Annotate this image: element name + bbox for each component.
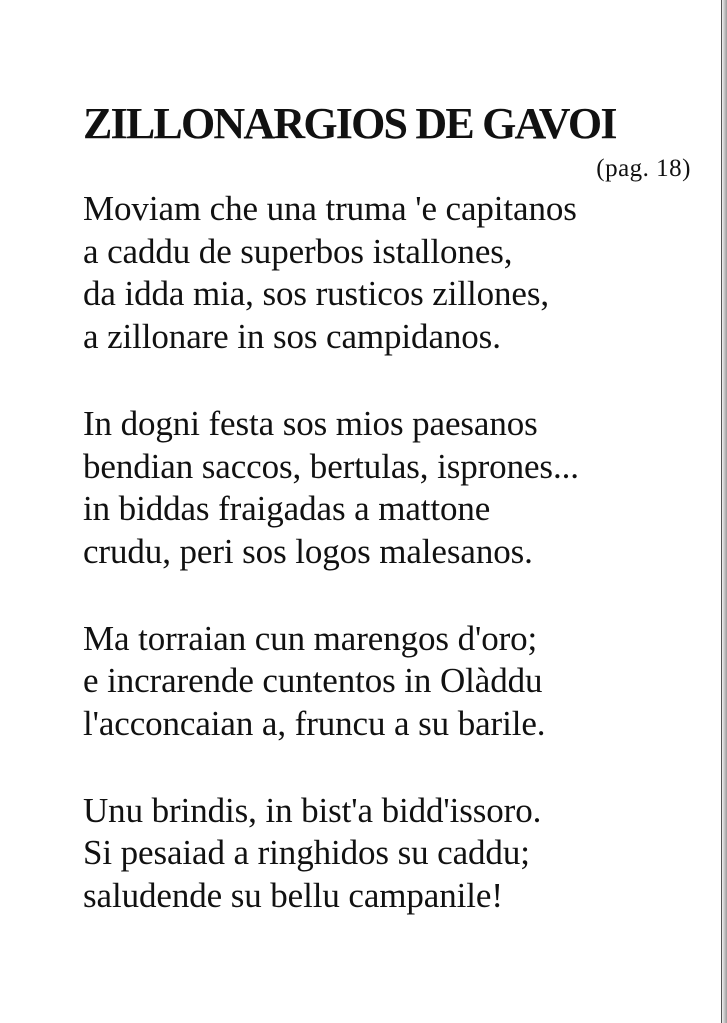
page-reference: (pag. 18) [596, 155, 691, 182]
poem-page [83, 96, 703, 962]
poem-body [83, 188, 703, 918]
verse-line: saludende su bellu campanile! [83, 876, 503, 916]
verse-line: a caddu de superbos istallones, [83, 231, 513, 271]
verse-line: Si pesaiad a ringhidos su caddu; [83, 833, 530, 873]
verse-line: bendian saccos, bertulas, isprones... [83, 446, 579, 486]
stanza-3 [83, 618, 703, 746]
stanza-1 [83, 188, 703, 359]
verse-line: a zillonare in sos campidanos. [83, 317, 501, 357]
verse-line: Ma torraian cun marengos d'oro; [83, 618, 538, 658]
verse-line: In dogni festa sos mios paesanos [83, 403, 538, 443]
page-edge-line [721, 0, 722, 1023]
verse-line: in biddas fraigadas a mattone [83, 489, 491, 529]
poem-title: ZILLONARGIOS DE GAVOI [83, 99, 616, 148]
stanza-2 [83, 403, 703, 574]
verse-line: crudu, peri sos logos malesanos. [83, 531, 533, 571]
verse-line: Unu brindis, in bist'a bidd'issoro. [83, 790, 542, 830]
stanza-4 [83, 790, 703, 918]
verse-line: Moviam che una truma 'e capitanos [83, 189, 577, 228]
verse-line: da idda mia, sos rusticos zillones, [83, 274, 550, 314]
verse-line: e incrarende cuntentos in Olàddu [83, 661, 543, 701]
verse-line: l'acconcaian a, fruncu a su barile. [83, 704, 546, 744]
